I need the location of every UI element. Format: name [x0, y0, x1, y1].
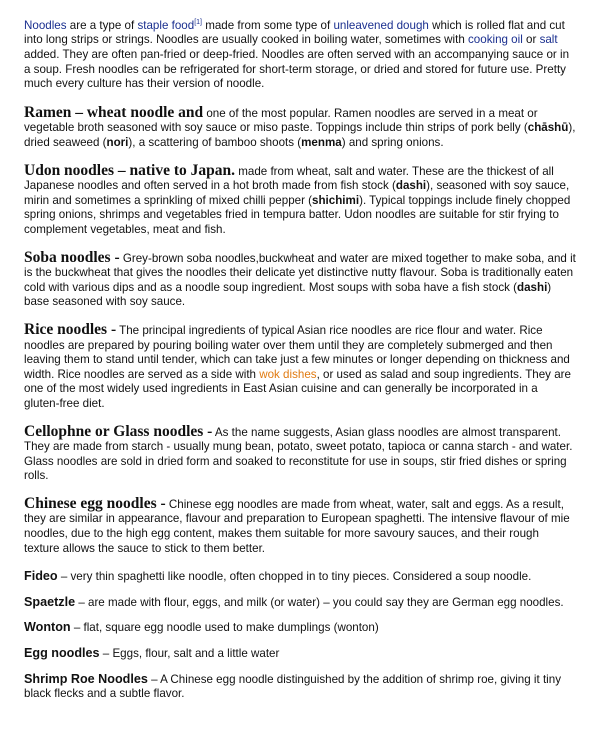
- text: Chinese egg noodles are made from wheat, water, salt and eggs. As a result, they are similar in appearance, flavour and preparation to European spaghetti. The intensive flavour of mie noodles, due to the high egg content, makes them suitable for more savoury sauces, and their rough texture allows the sauce to stick to them better.: [24, 497, 570, 555]
- link-unleavened-dough[interactable]: unleavened dough: [333, 18, 429, 32]
- list-item-name: Wonton: [24, 620, 71, 635]
- link-staple-food[interactable]: staple food: [137, 18, 195, 32]
- term: menma: [301, 136, 342, 150]
- list-item-name: Shrimp Roe Noodles: [24, 671, 148, 686]
- heading-egg: Chinese egg noodles -: [24, 494, 166, 512]
- list-item: [24, 646, 576, 662]
- list-item: [24, 595, 576, 611]
- text: ), a scattering of bamboo shoots (: [128, 136, 302, 150]
- text: are a type of: [66, 18, 138, 32]
- section-rice: [24, 320, 576, 412]
- text: ), dried seaweed (: [24, 121, 576, 150]
- section-egg: [24, 494, 576, 556]
- list-item-desc: – very thin spaghetti like noodle, often chopped in to tiny pieces. Considered a soup noodle.: [57, 570, 532, 584]
- text: Grey-brown soba noodles,buckwheat and water are mixed together to make soba, and it is the buckwheat that gives the noodles their delicate yet distinctive nutty flavour. Soba is traditionally eaten cold with various dips and as a noodle soup ingredient. Most soups with soba have a fish stock (: [24, 251, 576, 294]
- text: added. They are often pan-fried or deep-fried. Noodles are often served with an accompanying sauce or in a soup. Fresh noodles can be refrigerated for short-term storage, or dried and stored for future use. Pretty much every culture has their version of noodle.: [24, 48, 570, 91]
- text: , or used as salad and soup ingredients. They are one of the most widely used ingredients in East Asian cuisine and can generally be incorporated in a gluten-free diet.: [24, 367, 571, 410]
- list-item-name: Spaetzle: [24, 594, 76, 609]
- link-noodles[interactable]: Noodles: [24, 18, 67, 32]
- text: or: [522, 33, 540, 47]
- term: chāshū: [527, 121, 569, 135]
- text: one of the most popular. Ramen noodles are served in a meat or vegetable broth seasoned with soy sauce or miso paste. Toppings include thin strips of pork belly (: [24, 106, 538, 135]
- heading-rice: Rice noodles -: [24, 320, 117, 338]
- text: The principal ingredients of typical Asian rice noodles are rice flour and water. Rice noodles are prepared by pouring boiling water over them until they are completely submerged and then leaving them to stand until tender, which can take just a few minutes or longer depending on thickness and width. Rice noodles are served as a side with: [24, 323, 570, 381]
- term: dashi: [395, 179, 427, 193]
- section-ramen: [24, 103, 576, 151]
- link-salt[interactable]: salt: [539, 33, 558, 47]
- link-cooking-oil[interactable]: cooking oil: [468, 33, 523, 47]
- list-item-desc: – are made with flour, eggs, and milk (or water) – you could say they are German egg noodles.: [75, 595, 564, 609]
- list-item-desc: – flat, square egg noodle used to make dumplings (wonton): [70, 621, 379, 635]
- section-udon: [24, 161, 576, 238]
- text: made from some type of: [201, 18, 334, 32]
- heading-glass: Cellophne or Glass noodles -: [24, 422, 213, 440]
- term: shichimi: [312, 193, 360, 207]
- text: which is rolled flat and cut into long strips or strings. Noodles are usually cooked in boiling water, sometimes with: [24, 18, 565, 47]
- list-item-name: Egg noodles: [24, 646, 100, 661]
- text: ) base seasoned with soy sauce.: [24, 280, 552, 309]
- intro-paragraph: [24, 16, 576, 92]
- heading-udon: Udon noodles – native to Japan.: [24, 161, 236, 179]
- list-item: [24, 672, 576, 702]
- term: nori: [106, 136, 129, 150]
- link-wok-dishes[interactable]: wok dishes: [259, 367, 317, 381]
- text: made from wheat, salt and water. These are the thickest of all Japanese noodles and often served in a hot broth made from fish stock (: [24, 164, 554, 193]
- text: As the name suggests, Asian glass noodles are almost transparent. They are made from starch - usually mung bean, potato, sweet potato, tapioca or canna starch - and water. Glass noodles are sold in dried form and soaked to reconstitute for use in soups, stir fried dishes or spring rolls.: [24, 425, 573, 483]
- list-item: [24, 620, 576, 636]
- text: ). Typical toppings include finely chopped spring onions, shrimps and vegetables fried in tempura batter. Udon noodles are suitable for stir frying to complement vegetables, meat and fish.: [24, 193, 571, 236]
- list-item-desc: – A Chinese egg noodle distinguished by the addition of shrimp roe, giving it tiny black flecks and a subtle flavor.: [24, 672, 561, 701]
- section-glass: [24, 422, 576, 484]
- heading-soba: Soba noodles -: [24, 248, 120, 266]
- term: dashi: [517, 280, 548, 294]
- heading-ramen: Ramen – wheat noodle and: [24, 103, 204, 121]
- text: ) and spring onions.: [341, 136, 444, 150]
- list-item-desc: – Eggs, flour, salt and a little water: [99, 647, 280, 661]
- list-item-name: Fideo: [24, 569, 58, 584]
- footnote-ref[interactable]: [1]: [194, 19, 202, 26]
- section-soba: [24, 248, 576, 310]
- list-item: [24, 569, 576, 585]
- text: ), seasoned with soy sauce, mirin and sometimes a sprinkling of mixed chilli pepper (: [24, 179, 570, 207]
